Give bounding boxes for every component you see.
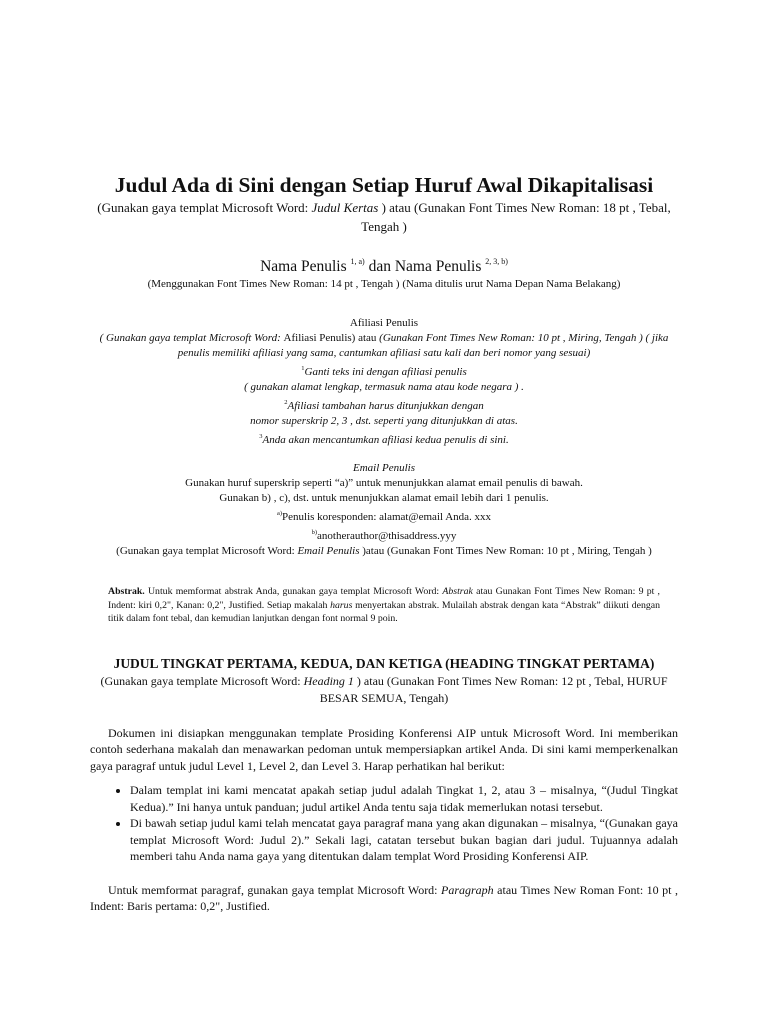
list-item: • Dalam templat ini kami mencatat apakah setiap judul adalah Tingkat 1, 2, atau 3 – misalnya, “(Judul Tingkat Kedua).” Ini hanya untuk panduan; judul artikel Anda tentu saja tidak memerlukan notasi tersebut.	[130, 782, 678, 815]
author-sup-1: 1, a)	[350, 257, 365, 266]
body-paragraph-2: Untuk memformat paragraf, gunakan gaya templat Microsoft Word: Paragraph atau Times New Roman Font: 10 pt , Indent: Baris pertama: 0,2", Justified.	[90, 882, 678, 913]
author-line: Nama Penulis $^{1, a)}$ dan Nama Penulis $^{2, 3, b)}$	[260, 257, 508, 275]
abstract-label: Abstrak.	[108, 586, 145, 597]
email-style-note: (Gunakan gaya templat Microsoft Word: Email Penulis )atau (Gunakan Font Times New Roman: 10 pt , Miring, Tengah )	[116, 545, 652, 557]
affiliation-line-2: $^2$Afiliasi tambahan harus ditunjukkan dengan	[284, 399, 484, 412]
list-item: • Di bawah setiap judul kami telah mencatat gaya paragraf mana yang akan digunakan – misalnya, “(Gunakan gaya templat Microsoft Word: Judul 2).” Sekali lagi, catatan tersebut bukan bagian dari judul. Tujuannya adalah memberi tahu Anda nama gaya yang ditentukan dalam templat Word Prosiding Konferensi AIP.	[130, 815, 678, 865]
heading-1: JUDUL TINGKAT PERTAMA, KEDUA, DAN KETIGA (HEADING TINGKAT PERTAMA)	[113, 655, 655, 671]
affiliation-line-3: $^3$Anda akan mencantumkan afiliasi kedua penulis di sini.	[259, 433, 509, 446]
author-style-note: (Menggunakan Font Times New Roman: 14 pt , Tengah ) (Nama ditulis urut Nama Depan Nama Belakang)	[147, 278, 621, 290]
affiliation-line-1b: ( gunakan alamat lengkap, termasuk nama atau kode negara ) .	[244, 381, 524, 393]
email-line-a: $^{a)}$Penulis koresponden: alamat@email Anda. xxx	[276, 510, 492, 523]
affiliation-style-note: ( Gunakan gaya templat Microsoft Word: Afiliasi Penulis) atau (Gunakan Font Times New Roman: 10 pt , Miring, Tengah ) ( jika penulis memiliki afiliasi yang sama, cantumkan afiliasi satu kali dan beri nomor yang sesuai)	[99, 332, 669, 359]
author-name-1: Nama Penulis	[260, 258, 347, 275]
paper-title: Judul Ada di Sini dengan Setiap Huruf Awal Dikapitalisasi	[114, 173, 654, 197]
title-style-note: (Gunakan gaya templat Microsoft Word: Judul Kertas ) atau (Gunakan Font Times New Roman: 18 pt , Tebal, Tengah )	[97, 200, 671, 234]
body-paragraph-1: Dokumen ini disiapkan menggunakan template Prosiding Konferensi AIP untuk Microsoft Word. Ini memberikan contoh sederhana makalah dan menawarkan pedoman untuk mempersiapkan artikel Anda. Di sini kami memperkenalkan gaya paragraf untuk judul Level 1, Level 2, dan Level 3. Harap perhatikan hal berikut:	[90, 725, 678, 773]
email-heading: Email Penulis	[352, 462, 416, 474]
email-block	[90, 461, 678, 559]
affiliation-line-2b: nomor superskrip 2, 3 , dst. seperti yang ditunjukkan di atas.	[250, 415, 518, 427]
heading-1-style-note: (Gunakan gaya template Microsoft Word: Heading 1 ) atau (Gunakan Font Times New Roman: 12 pt , Tebal, HURUF BESAR SEMUA, Tengah)	[100, 673, 668, 705]
affiliation-block	[90, 316, 678, 448]
author-sup-2: 2, 3, b)	[485, 257, 508, 266]
email-instruction-2: Gunakan b) , c), dst. untuk menunjukkan alamat email lebih dari 1 penulis.	[219, 492, 549, 504]
email-instruction-1: Gunakan huruf superskrip seperti “a)” untuk menunjukkan alamat email penulis di bawah.	[185, 477, 583, 489]
bullet-list	[90, 782, 678, 865]
affiliation-line-1: $^1$Ganti teks ini dengan afiliasi penulis	[301, 365, 467, 378]
author-name-2: Nama Penulis	[394, 258, 482, 275]
email-line-b: $^{b)}$anotherauthor@thisaddress.yyy	[311, 529, 457, 542]
abstract: Abstrak. Untuk memformat abstrak Anda, gunakan gaya templat Microsoft Word: Abstrak atau Gunakan Font Times New Roman: 9 pt , Indent: kiri 0,2", Kanan: 0,2", Justified. Setiap makalah harus menyertakan abstrak. Mulailah abstrak dengan kata “Abstrak” diikuti dengan titik dalam font tebal, dan kemudian lanjutkan dengan font normal 9 poin.	[108, 586, 661, 624]
document-page	[90, 172, 678, 915]
affiliation-heading: Afiliasi Penulis	[349, 317, 419, 329]
